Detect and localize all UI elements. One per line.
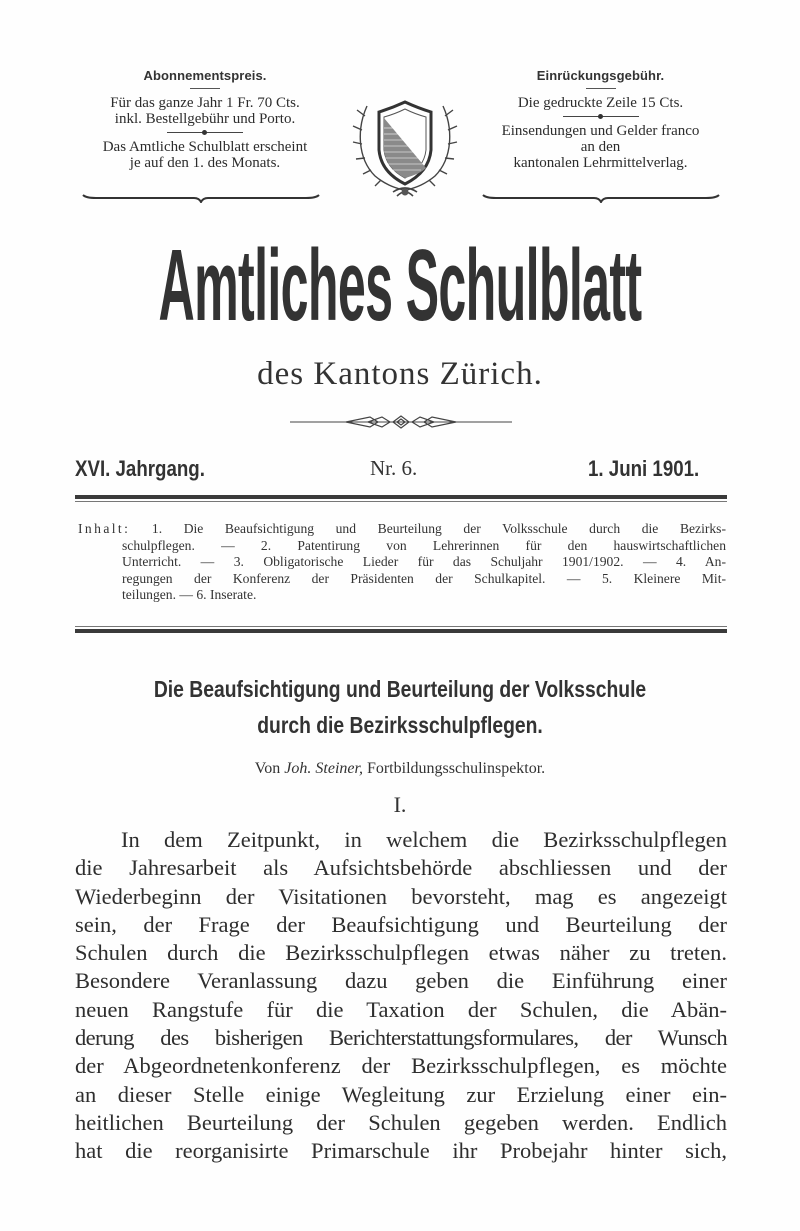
- volume-label: XVI. Jahrgang.: [75, 456, 205, 481]
- submission-note: Einsendungen und Gelder franco: [501, 123, 700, 139]
- section-number: I.: [393, 792, 407, 817]
- subscription-info: [70, 68, 340, 171]
- subscription-price: Für das ganze Jahr 1 Fr. 70 Cts.: [110, 95, 300, 111]
- publication-note: Das Amtliche Schulblatt erscheint: [102, 139, 308, 155]
- masthead-subtitle: des Kantons Zürich.: [257, 356, 543, 392]
- ornament-divider: [290, 414, 512, 430]
- divider: [190, 88, 220, 89]
- body-line: die Jahresarbeit als Aufsichtsbehörde abschliessen und der: [75, 855, 727, 881]
- body-line: hat die reorganisirte Primarschule ihr Probejahr hinter sich,: [75, 1138, 727, 1164]
- body-line: der Abgeordnetenkonferenz der Bezirksschulpflegen, es möchte: [75, 1053, 727, 1079]
- publisher-name: kantonalen Lehrmittelverlag.: [513, 155, 688, 171]
- divider: [586, 88, 616, 89]
- body-line: heitlichen Beurteilung der Schulen gegeben werden. Endlich: [75, 1109, 727, 1135]
- brace-ornament-left: [82, 194, 320, 202]
- subscription-note: inkl. Bestellgebühr und Porto.: [114, 111, 296, 127]
- article-body: [75, 826, 727, 1166]
- masthead-title: Amtliches Schulblatt: [158, 229, 642, 343]
- double-rule-bottom: [75, 626, 727, 633]
- body-line: Schulen durch die Bezirksschulpflegen etwas näher zu treten.: [75, 940, 727, 966]
- contents-line-3: Unterricht. — 3. Obligatorische Lieder für das Schuljahr 1901/1902. — 4. An-: [122, 554, 726, 569]
- body-line: Besondere Veranlassung dazu geben die Einführung einer: [75, 968, 727, 994]
- issue-number: Nr. 6.: [370, 456, 418, 480]
- brace-ornament-right: [482, 194, 720, 202]
- dot-divider: [167, 128, 243, 137]
- contents-line-1: 1. Die Beaufsichtigung und Beurteilung der Volksschule durch die Bezirks-: [151, 521, 726, 536]
- byline-prefix: Von: [254, 760, 281, 777]
- advertising-heading: Einrückungsgebühr.: [536, 68, 665, 83]
- advertising-info: [468, 68, 733, 171]
- contents-label: Inhalt:: [78, 521, 131, 536]
- body-line: derung des bisherigen Berichterstattungsformulares, der Wunsch: [75, 1025, 727, 1051]
- author-role: Fortbildungsschulinspektor.: [366, 760, 546, 777]
- contents-line-5: teilungen. — 6. Inserate.: [122, 587, 257, 602]
- table-of-contents: [78, 521, 726, 604]
- body-line: an dieser Stelle einige Wegleitung zur Erzielung einer ein-: [75, 1081, 727, 1107]
- body-line: In dem Zeitpunkt, in welchem die Bezirksschulpflegen: [121, 827, 727, 852]
- body-line: sein, der Frage der Beaufsichtigung und Beurteilung der: [75, 911, 727, 937]
- contents-line-2: schulpflegen. — 2. Patentirung von Lehrerinnen für den hauswirtschaftlichen: [122, 537, 726, 553]
- issue-date: 1. Juni 1901.: [588, 456, 700, 481]
- publication-schedule: je auf den 1. des Monats.: [129, 155, 281, 171]
- double-rule-top: [75, 495, 727, 502]
- subscription-heading: Abonnementspreis.: [143, 68, 267, 83]
- body-line: Wiederbeginn der Visitationen bevorsteht, mag es angezeigt: [75, 883, 727, 909]
- dot-divider: [563, 112, 639, 121]
- article-title-line-2: durch die Bezirksschulpflegen.: [257, 712, 543, 738]
- contents-line-4: regungen der Konferenz der Präsidenten der Schulkapitel. — 5. Kleinere Mit-: [122, 570, 726, 586]
- zurich-coat-of-arms-icon: [345, 88, 465, 203]
- advertising-rate: Die gedruckte Zeile 15 Cts.: [517, 95, 684, 111]
- article-byline: [0, 760, 800, 778]
- body-line: neuen Rangstufe für die Taxation der Schulen, die Abän-: [75, 996, 727, 1022]
- author-name: Joh. Steiner,: [284, 760, 363, 777]
- article-title-line-1: Die Beaufsichtigung und Beurteilung der Volksschule: [153, 676, 647, 702]
- submission-note-2: an den: [580, 139, 621, 155]
